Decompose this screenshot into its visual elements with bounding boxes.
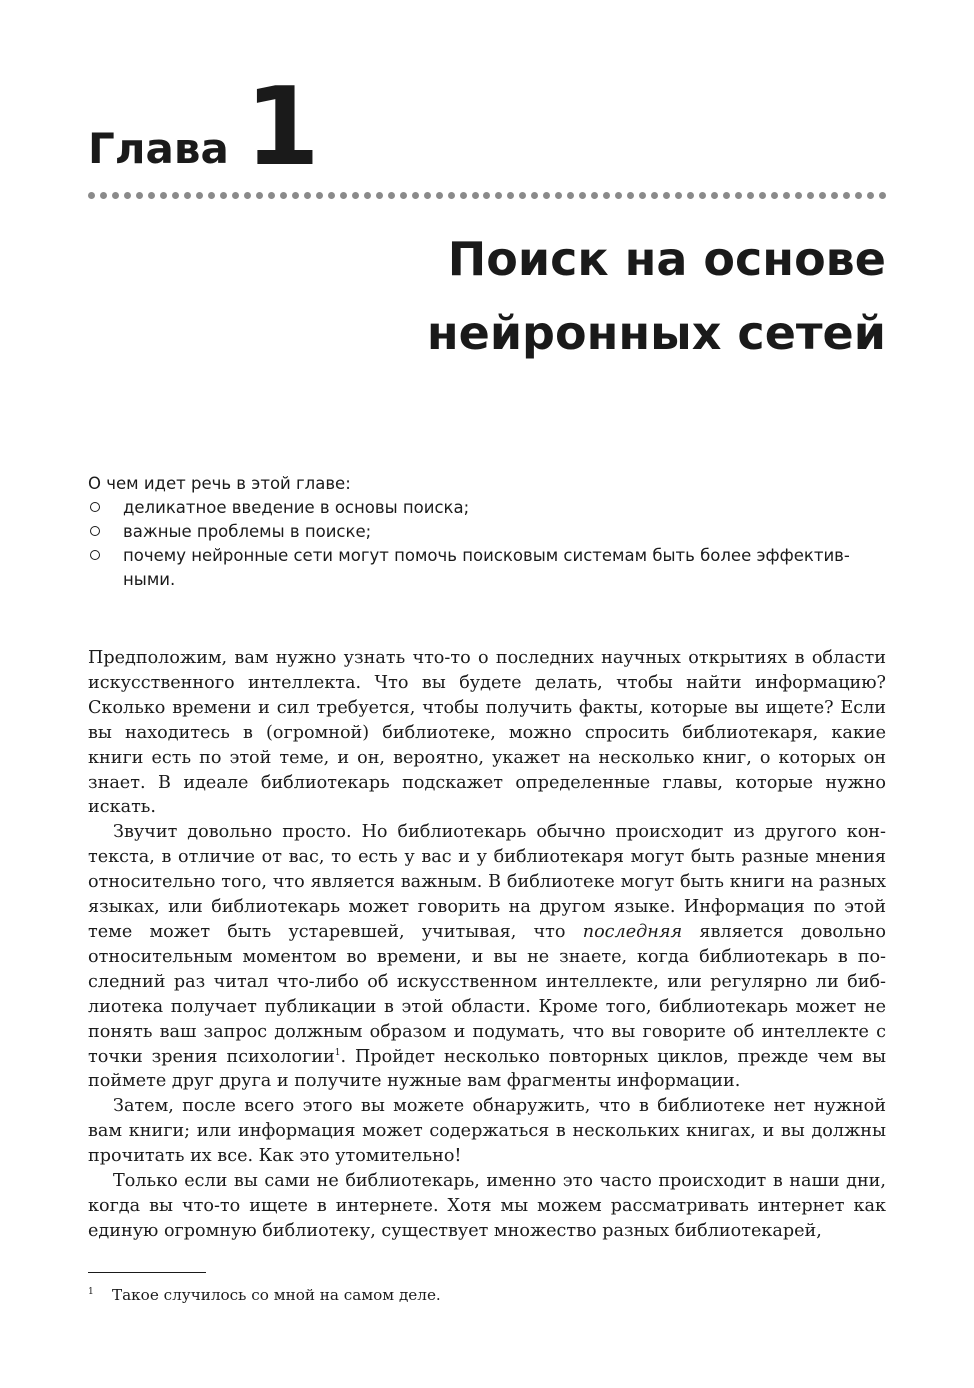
list-item-text: деликатное введение в основы поиска; [123, 498, 470, 517]
chapter-heading [88, 65, 316, 190]
divider-dot [364, 192, 371, 199]
divider-dot [124, 192, 131, 199]
divider-dot [495, 192, 502, 199]
footnote-text: Такое случилось со мной на самом деле. [112, 1286, 441, 1304]
divider-dot [256, 192, 263, 199]
divider-dot [555, 192, 562, 199]
divider-dot [747, 192, 754, 199]
divider-dot [543, 192, 550, 199]
divider-dot [531, 192, 538, 199]
chapter-overview [88, 472, 888, 592]
list-item [88, 520, 888, 544]
divider-dot [88, 192, 95, 199]
paragraph [88, 820, 886, 1094]
footnote [88, 1281, 886, 1306]
chapter-title-line: Поиск на основе [447, 232, 886, 286]
divider-dot [100, 192, 107, 199]
list-item-text: почему нейронные сети могут помочь поисковым системам быть более эффективными. [123, 546, 850, 589]
divider-dot [208, 192, 215, 199]
divider-dot [519, 192, 526, 199]
paragraph: Предположим, вам нужно узнать что-то о последних научных открытиях в области искусственного интеллекта. Что вы будете делать, чтобы найти информацию? Сколько времени и сил требуется, чтобы получить факты, которые вы ищете? Если вы находитесь в (огромной) библиотеке, можно спросить библиотекаря, какие книги есть по этой теме, и он, вероятно, укажет на несколько книг, о которых он знает. В идеале библиотекарь подскажет определенные главы, которые нужно искать. [88, 648, 886, 818]
divider-dot [328, 192, 335, 199]
divider-dot [711, 192, 718, 199]
divider-dot [184, 192, 191, 199]
divider-dot [400, 192, 407, 199]
divider-dot [615, 192, 622, 199]
paragraph: Затем, после всего этого вы можете обнаружить, что в библиотеке нет нужной вам книги; или информация может содержаться в нескольких книгах, и вы должны прочитать их все. Как это утомительно! [88, 1096, 886, 1167]
divider-dot [795, 192, 802, 199]
divider-dot [376, 192, 383, 199]
paragraph-text: . Пройдет несколько повторных циклов, прежде чем вы поймете друг друга и получите нужные вам фрагменты информации. [88, 1046, 886, 1092]
divider-dot [112, 192, 119, 199]
divider-dot [591, 192, 598, 199]
overview-list [88, 496, 888, 592]
divider-dot [627, 192, 634, 199]
divider-dot [412, 192, 419, 199]
divider-dot [424, 192, 431, 199]
paragraph-text: Звучит довольно просто. Но библиотекарь обычно происходит из другого контекста, в отличие от вас, то есть у вас и у библиотекаря могут быть разные мнения относительно того, что является важным. В библиотеке могут быть книги на разных языках, или библиотекарь может говорить на другом языке. Информация по этой теме может быть устаревшей, учитывая, что [88, 822, 886, 942]
divider-dot [148, 192, 155, 199]
bullet-circle-icon [90, 550, 100, 560]
divider-dot [771, 192, 778, 199]
divider-dot [651, 192, 658, 199]
divider-dot [879, 192, 886, 199]
divider-dot [340, 192, 347, 199]
paragraph: Только если вы сами не библиотекарь, именно это часто происходит в наши дни, когда вы что-то ищете в интернете. Хотя мы можем рассматривать интернет как единую огромную библиотеку, существует множество разных библиотекарей, [88, 1171, 886, 1241]
list-item-text: важные проблемы в поиске; [123, 522, 372, 541]
divider-dot [472, 192, 479, 199]
divider-dot [759, 192, 766, 199]
chapter-title-line: нейронных сетей [426, 306, 886, 360]
divider-dot [867, 192, 874, 199]
list-item [88, 544, 888, 592]
divider-dot [316, 192, 323, 199]
dotted-divider [88, 190, 886, 200]
footnote-mark: 1 [88, 1287, 94, 1297]
bullet-circle-icon [90, 502, 100, 512]
divider-dot [663, 192, 670, 199]
divider-dot [388, 192, 395, 199]
divider-dot [855, 192, 862, 199]
paragraph-text: является довольно относительным моментом во времени, и вы не знаете, когда библиотекарь в последний раз читал что-либо об искусственном интеллекте, или регулярно ли библиотека получает публикации в этой области. Кроме того, библиотекарь может не понять ваш запрос должным образом и подумать, что вы говорите об интеллекте с точки зрения психологии [88, 921, 887, 1067]
divider-dot [687, 192, 694, 199]
divider-dot [244, 192, 251, 199]
divider-dot [220, 192, 227, 199]
divider-dot [483, 192, 490, 199]
divider-dot [436, 192, 443, 199]
divider-dot [807, 192, 814, 199]
divider-dot [507, 192, 514, 199]
divider-dot [448, 192, 455, 199]
bullet-circle-icon [90, 526, 100, 536]
chapter-number: 1 [244, 65, 316, 190]
divider-dot [280, 192, 287, 199]
divider-dot [196, 192, 203, 199]
divider-dot [735, 192, 742, 199]
emphasis-text: последняя [582, 921, 683, 942]
divider-dot [352, 192, 359, 199]
divider-dot [136, 192, 143, 199]
divider-dot [783, 192, 790, 199]
footnote-reference[interactable]: 1 [334, 1047, 341, 1058]
divider-dot [675, 192, 682, 199]
chapter-word: Глава [88, 124, 229, 173]
footnote-separator [88, 1272, 206, 1273]
divider-dot [723, 192, 730, 199]
list-item [88, 496, 888, 520]
divider-dot [831, 192, 838, 199]
divider-dot [699, 192, 706, 199]
divider-dot [268, 192, 275, 199]
body-text [88, 646, 886, 1244]
chapter-title [86, 222, 886, 370]
divider-dot [843, 192, 850, 199]
divider-dot [232, 192, 239, 199]
divider-dot [172, 192, 179, 199]
divider-dot [292, 192, 299, 199]
divider-dot [160, 192, 167, 199]
divider-dot [304, 192, 311, 199]
overview-heading: О чем идет речь в этой главе: [88, 474, 351, 493]
divider-dot [603, 192, 610, 199]
divider-dot [819, 192, 826, 199]
divider-dot [579, 192, 586, 199]
divider-dot [567, 192, 574, 199]
divider-dot [639, 192, 646, 199]
divider-dot [460, 192, 467, 199]
